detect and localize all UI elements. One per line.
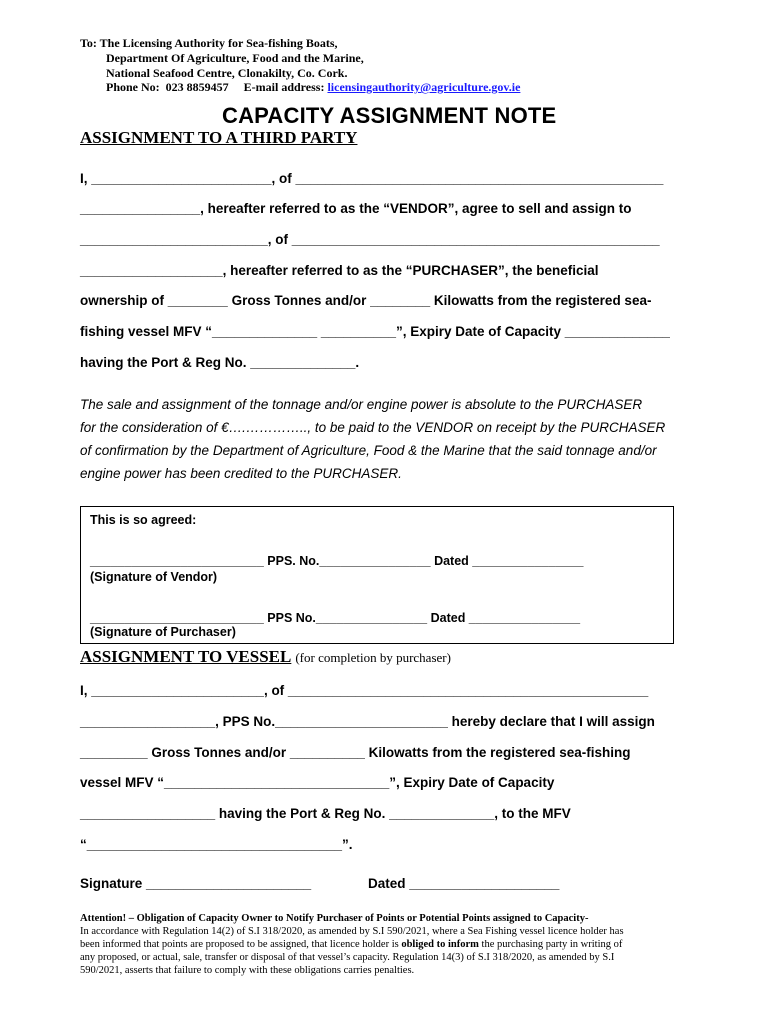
form-line[interactable]: having the Port & Reg No. ______________. (80, 355, 360, 370)
form-line[interactable]: I, ________________________, of _________________________________________________ (80, 171, 664, 186)
purchaser-signature-caption: (Signature of Purchaser) (90, 625, 236, 639)
footer-text-line: 590/2021, asserts that failure to comply with these obligations carries penalties. (80, 965, 415, 976)
dated-field[interactable]: Dated ____________________ (368, 876, 560, 891)
form-line[interactable]: __________________, PPS No._______________________ hereby declare that I will assign (80, 714, 655, 729)
phone-number: Phone No: 023 8859457 (106, 80, 229, 94)
address-line: National Seafood Centre, Clonakilty, Co. Cork. (106, 66, 348, 80)
form-line[interactable]: fishing vessel MFV “______________ __________”, Expiry Date of Capacity ______________ (80, 324, 670, 339)
obligation-emphasis: obliged to inform (401, 939, 479, 950)
terms-paragraph-line: of confirmation by the Department of Agriculture, Food & the Marine that the said tonnage and/or (80, 443, 657, 458)
signature-field[interactable]: Signature ______________________ (80, 876, 312, 891)
purchaser-signature-line[interactable]: _________________________ PPS No.________________ Dated ________________ (90, 611, 581, 625)
form-line[interactable]: _________________________, of _________________________________________________ (80, 232, 660, 247)
section-heading-vessel: ASSIGNMENT TO VESSEL (80, 647, 292, 666)
vendor-signature-caption: (Signature of Vendor) (90, 570, 218, 584)
section-heading-third-party: ASSIGNMENT TO A THIRD PARTY (80, 128, 358, 147)
footer-text-line: been informed that points are proposed to be assigned, that licence holder is obliged to inform the purchasing party in writing of (80, 939, 623, 950)
form-line[interactable]: “__________________________________”. (80, 837, 353, 852)
footer-text-line: In accordance with Regulation 14(2) of S.I 318/2020, as amended by S.I 590/2021, where a Sea Fishing vessel licence holder has (80, 926, 624, 937)
form-line[interactable]: _________ Gross Tonnes and/or __________ Kilowatts from the registered sea-fishing (80, 745, 631, 760)
form-line[interactable]: I, _______________________, of ________________________________________________ (80, 683, 649, 698)
terms-paragraph-line: The sale and assignment of the tonnage and/or engine power is absolute to the PURCHASER (80, 397, 643, 412)
agreement-title: This is so agreed: (90, 513, 197, 527)
form-line[interactable]: vessel MFV “______________________________”, Expiry Date of Capacity (80, 775, 555, 790)
contact-line (106, 80, 520, 95)
addressee-line: To: The Licensing Authority for Sea-fishing Boats, (80, 36, 338, 50)
form-line[interactable]: ___________________, hereafter referred to as the “PURCHASER”, the beneficial (80, 263, 599, 278)
form-line[interactable]: ownership of ________ Gross Tonnes and/or ________ Kilowatts from the registered sea- (80, 293, 652, 308)
footer-text-line: any proposed, or actual, sale, transfer or disposal of that vessel’s capacity. Regulation 14(3) of S.I 318/2020, as amended by S.I (80, 952, 615, 963)
terms-paragraph-line: engine power has been credited to the PURCHASER. (80, 466, 402, 481)
form-line[interactable]: ________________, hereafter referred to as the “VENDOR”, agree to sell and assign to (80, 201, 632, 216)
department-line: Department Of Agriculture, Food and the Marine, (106, 51, 364, 65)
email-link[interactable]: licensingauthority@agriculture.gov.ie (327, 80, 521, 94)
attention-heading: Attention! – Obligation of Capacity Owner to Notify Purchaser of Points or Potential Points assigned to Capacity- (80, 913, 589, 924)
vendor-signature-line[interactable]: _________________________ PPS. No.________________ Dated ________________ (90, 554, 584, 568)
agreement-box (80, 506, 674, 644)
form-line[interactable]: __________________ having the Port & Reg No. ______________, to the MFV (80, 806, 571, 821)
section-heading-note: (for completion by purchaser) (295, 650, 451, 665)
email-label: E-mail address: (243, 80, 325, 94)
terms-paragraph-line: for the consideration of €….………….., to be paid to the VENDOR on receipt by the PURCHASER (80, 420, 666, 435)
section-heading-vessel-row (80, 647, 451, 667)
page-title: CAPACITY ASSIGNMENT NOTE (222, 103, 557, 128)
